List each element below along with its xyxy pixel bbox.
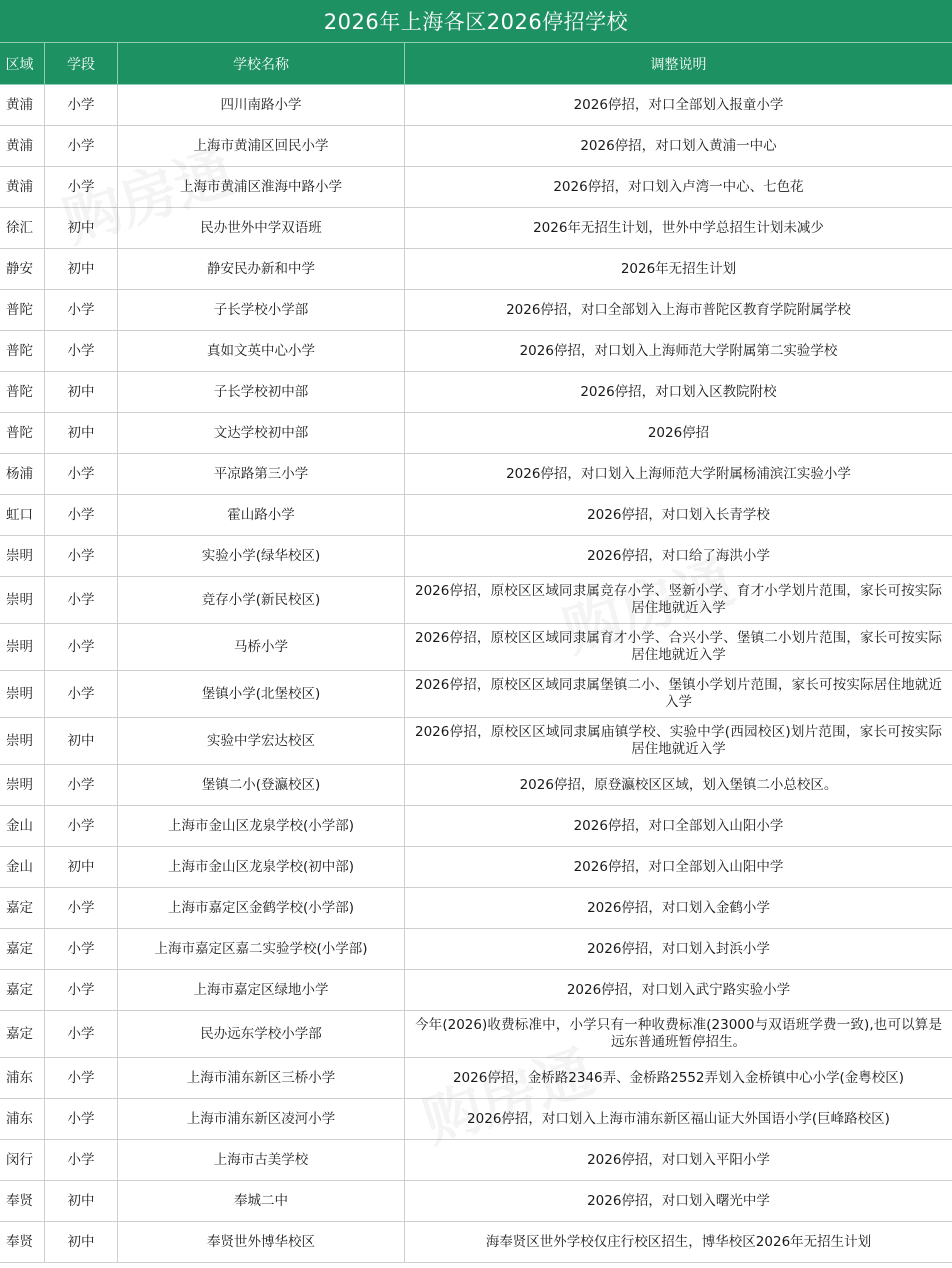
cell-district: 普陀	[0, 413, 45, 454]
cell-note: 2026停招，对口划入上海师范大学附属杨浦滨江实验小学	[405, 454, 952, 495]
cell-level: 小学	[45, 290, 118, 331]
cell-district: 嘉定	[0, 1011, 45, 1058]
cell-note: 2026停招，原校区区域同隶属堡镇二小、堡镇小学划片范围，家长可按实际居住地就近入学	[405, 671, 952, 718]
cell-district: 崇明	[0, 624, 45, 671]
cell-district: 浦东	[0, 1099, 45, 1140]
cell-district: 徐汇	[0, 208, 45, 249]
cell-district: 金山	[0, 847, 45, 888]
table-row	[0, 1099, 952, 1140]
table-row	[0, 765, 952, 806]
table-row	[0, 495, 952, 536]
cell-note: 2026停招，对口划入曙光中学	[405, 1181, 952, 1222]
cell-note: 2026停招，原校区区域同隶属育才小学、合兴小学、堡镇二小划片范围，家长可按实际居住地就近入学	[405, 624, 952, 671]
table-row	[0, 1181, 952, 1222]
cell-district: 崇明	[0, 536, 45, 577]
cell-note: 2026停招，对口划入长青学校	[405, 495, 952, 536]
cell-school: 上海市嘉定区绿地小学	[118, 970, 405, 1011]
cell-district: 杨浦	[0, 454, 45, 495]
header-level: 学段	[45, 43, 118, 85]
cell-note: 2026停招，金桥路2346弄、金桥路2552弄划入金桥镇中心小学(金粤校区)	[405, 1058, 952, 1099]
cell-school: 上海市金山区龙泉学校(初中部)	[118, 847, 405, 888]
cell-level: 小学	[45, 1058, 118, 1099]
cell-school: 竞存小学(新民校区)	[118, 577, 405, 624]
cell-level: 小学	[45, 331, 118, 372]
cell-district: 嘉定	[0, 888, 45, 929]
table-row	[0, 331, 952, 372]
cell-district: 普陀	[0, 290, 45, 331]
page-title: 2026年上海各区2026停招学校	[0, 0, 952, 42]
cell-note: 2026停招，对口全部划入山阳中学	[405, 847, 952, 888]
cell-school: 上海市浦东新区凌河小学	[118, 1099, 405, 1140]
cell-level: 小学	[45, 85, 118, 126]
cell-note: 海奉贤区世外学校仅庄行校区招生，博华校区2026年无招生计划	[405, 1222, 952, 1263]
cell-school: 文达学校初中部	[118, 413, 405, 454]
cell-level: 小学	[45, 536, 118, 577]
cell-level: 小学	[45, 126, 118, 167]
cell-level: 初中	[45, 249, 118, 290]
cell-school: 民办世外中学双语班	[118, 208, 405, 249]
cell-level: 初中	[45, 1181, 118, 1222]
cell-district: 崇明	[0, 718, 45, 765]
cell-level: 小学	[45, 577, 118, 624]
cell-district: 黄浦	[0, 85, 45, 126]
cell-district: 虹口	[0, 495, 45, 536]
table-row	[0, 929, 952, 970]
cell-school: 上海市嘉定区金鹤学校(小学部)	[118, 888, 405, 929]
cell-school: 实验小学(绿华校区)	[118, 536, 405, 577]
cell-school: 静安民办新和中学	[118, 249, 405, 290]
cell-school: 马桥小学	[118, 624, 405, 671]
cell-level: 初中	[45, 1222, 118, 1263]
table-row	[0, 454, 952, 495]
cell-district: 金山	[0, 806, 45, 847]
cell-note: 2026停招，对口划入武宁路实验小学	[405, 970, 952, 1011]
table-row	[0, 126, 952, 167]
cell-school: 奉城二中	[118, 1181, 405, 1222]
cell-school: 子长学校小学部	[118, 290, 405, 331]
cell-note: 2026年无招生计划	[405, 249, 952, 290]
table-row	[0, 372, 952, 413]
cell-district: 普陀	[0, 372, 45, 413]
cell-district: 黄浦	[0, 167, 45, 208]
cell-note: 2026停招，对口划入上海师范大学附属第二实验学校	[405, 331, 952, 372]
cell-level: 小学	[45, 1099, 118, 1140]
cell-school: 实验中学宏达校区	[118, 718, 405, 765]
cell-note: 2026停招，对口划入金鹤小学	[405, 888, 952, 929]
cell-district: 嘉定	[0, 929, 45, 970]
table-row	[0, 536, 952, 577]
cell-school: 四川南路小学	[118, 85, 405, 126]
cell-note: 2026停招，原校区区域同隶属庙镇学校、实验中学(西园校区)划片范围，家长可按实际居住地就近入学	[405, 718, 952, 765]
header-district: 区域	[0, 43, 45, 85]
table-row	[0, 671, 952, 718]
cell-level: 初中	[45, 372, 118, 413]
cell-note: 2026停招，对口划入黄浦一中心	[405, 126, 952, 167]
cell-school: 上海市金山区龙泉学校(小学部)	[118, 806, 405, 847]
table-row	[0, 888, 952, 929]
header-note: 调整说明	[405, 43, 952, 85]
cell-note: 2026停招，对口全部划入报童小学	[405, 85, 952, 126]
cell-level: 小学	[45, 454, 118, 495]
cell-district: 奉贤	[0, 1181, 45, 1222]
table-row	[0, 85, 952, 126]
cell-school: 堡镇二小(登瀛校区)	[118, 765, 405, 806]
cell-level: 初中	[45, 847, 118, 888]
cell-level: 小学	[45, 765, 118, 806]
table-row	[0, 806, 952, 847]
cell-level: 初中	[45, 718, 118, 765]
cell-level: 小学	[45, 1011, 118, 1058]
cell-school: 霍山路小学	[118, 495, 405, 536]
cell-level: 小学	[45, 671, 118, 718]
table-row	[0, 1011, 952, 1058]
cell-level: 小学	[45, 495, 118, 536]
cell-district: 静安	[0, 249, 45, 290]
cell-level: 小学	[45, 970, 118, 1011]
cell-note: 2026停招，对口划入区教院附校	[405, 372, 952, 413]
table-row	[0, 290, 952, 331]
cell-level: 小学	[45, 929, 118, 970]
cell-district: 嘉定	[0, 970, 45, 1011]
cell-note: 2026停招，对口划入上海市浦东新区福山证大外国语小学(巨峰路校区)	[405, 1099, 952, 1140]
cell-note: 2026停招，原校区区域同隶属竞存小学、竖新小学、育才小学划片范围，家长可按实际居住地就近入学	[405, 577, 952, 624]
cell-note: 2026停招，对口全部划入上海市普陀区教育学院附属学校	[405, 290, 952, 331]
cell-school: 上海市黄浦区淮海中路小学	[118, 167, 405, 208]
cell-school: 民办远东学校小学部	[118, 1011, 405, 1058]
cell-district: 奉贤	[0, 1222, 45, 1263]
table-row	[0, 1140, 952, 1181]
cell-district: 黄浦	[0, 126, 45, 167]
cell-district: 崇明	[0, 765, 45, 806]
cell-school: 上海市嘉定区嘉二实验学校(小学部)	[118, 929, 405, 970]
cell-level: 小学	[45, 624, 118, 671]
cell-school: 上海市古美学校	[118, 1140, 405, 1181]
table-row	[0, 970, 952, 1011]
header-row	[0, 43, 952, 85]
cell-school: 真如文英中心小学	[118, 331, 405, 372]
table-row	[0, 208, 952, 249]
table-row	[0, 847, 952, 888]
cell-district: 闵行	[0, 1140, 45, 1181]
cell-school: 奉贤世外博华校区	[118, 1222, 405, 1263]
cell-note: 2026停招，对口划入封浜小学	[405, 929, 952, 970]
cell-level: 小学	[45, 1140, 118, 1181]
table-row	[0, 1222, 952, 1263]
cell-district: 崇明	[0, 671, 45, 718]
cell-note: 2026停招	[405, 413, 952, 454]
cell-note: 今年(2026)收费标准中，小学只有一种收费标准(23000与双语班学费一致),也可以算是远东普通班暂停招生。	[405, 1011, 952, 1058]
cell-school: 上海市浦东新区三桥小学	[118, 1058, 405, 1099]
header-school: 学校名称	[118, 43, 405, 85]
table-row	[0, 1058, 952, 1099]
cell-level: 初中	[45, 413, 118, 454]
cell-level: 小学	[45, 806, 118, 847]
cell-district: 普陀	[0, 331, 45, 372]
cell-district: 浦东	[0, 1058, 45, 1099]
schools-table	[0, 42, 952, 1263]
cell-note: 2026停招，对口划入卢湾一中心、七色花	[405, 167, 952, 208]
table-row	[0, 624, 952, 671]
cell-school: 子长学校初中部	[118, 372, 405, 413]
cell-note: 2026停招，原登瀛校区区域，划入堡镇二小总校区。	[405, 765, 952, 806]
cell-level: 小学	[45, 167, 118, 208]
cell-school: 堡镇小学(北堡校区)	[118, 671, 405, 718]
table-row	[0, 413, 952, 454]
cell-school: 平凉路第三小学	[118, 454, 405, 495]
cell-note: 2026停招，对口划入平阳小学	[405, 1140, 952, 1181]
cell-school: 上海市黄浦区回民小学	[118, 126, 405, 167]
cell-level: 初中	[45, 208, 118, 249]
closure-table	[0, 42, 952, 1263]
cell-note: 2026停招，对口全部划入山阳小学	[405, 806, 952, 847]
table-row	[0, 577, 952, 624]
cell-note: 2026停招，对口给了海洪小学	[405, 536, 952, 577]
table-row	[0, 167, 952, 208]
cell-level: 小学	[45, 888, 118, 929]
cell-district: 崇明	[0, 577, 45, 624]
cell-note: 2026年无招生计划，世外中学总招生计划未减少	[405, 208, 952, 249]
table-row	[0, 249, 952, 290]
table-row	[0, 718, 952, 765]
